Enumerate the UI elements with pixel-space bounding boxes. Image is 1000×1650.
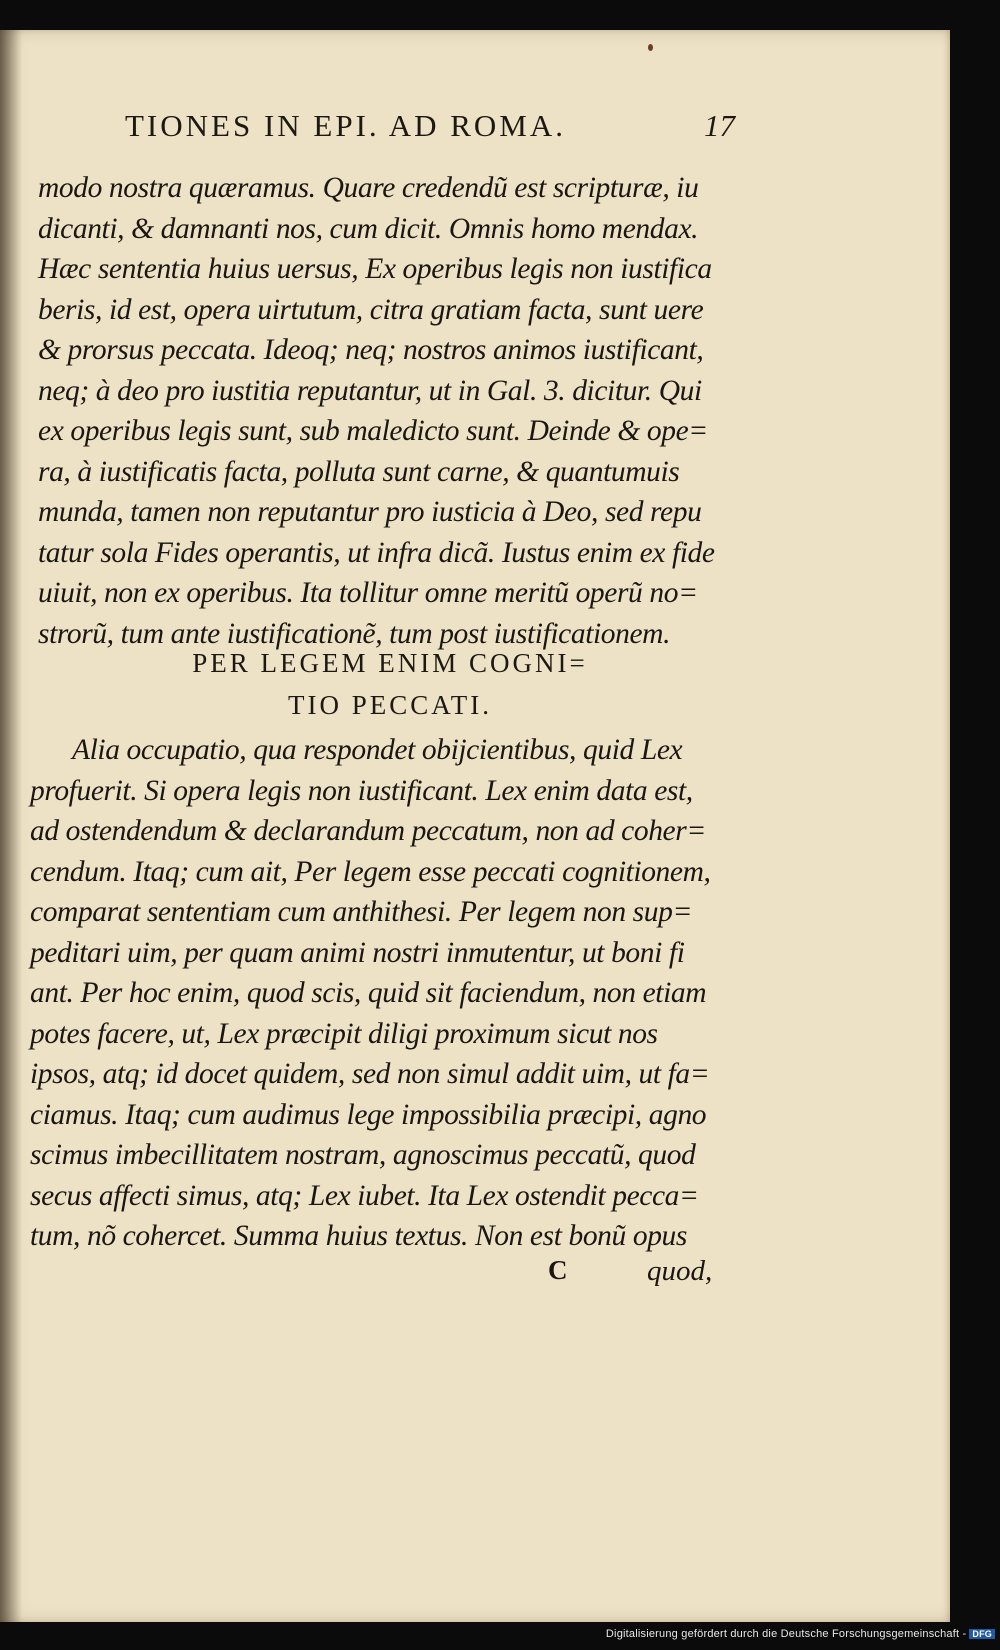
text-line: profuerit. Si opera legis non iustificant. Lex enim data est, (30, 774, 693, 807)
section-heading-line-1: PER LEGEM ENIM COGNI= (192, 648, 588, 678)
text-line: ant. Per hoc enim, quod scis, quid sit faciendum, non etiam (30, 977, 707, 1009)
running-head-title: TIONES IN EPI. AD ROMA. (125, 108, 566, 143)
text-line: neq; à deo pro iustitia reputantur, ut in Gal. 3. dicitur. Qui (38, 374, 702, 407)
text-line: munda, tamen non reputantur pro iusticia à Deo, sed repu (38, 496, 702, 528)
text-line: ipsos, atq; id docet quidem, sed non simul addit uim, ut fa= (30, 1058, 710, 1090)
catchword: quod, (647, 1255, 713, 1287)
text-line: uiuit, non ex operibus. Ita tollitur omne meritũ operũ no= (38, 577, 698, 609)
signature-mark: C (548, 1255, 568, 1285)
text-line: tatur sola Fides operantis, ut infra dicã. Iustus enim ex fide (38, 536, 715, 569)
catchline (30, 1255, 740, 1295)
text-line: beris, id est, opera uirtutum, citra gratiam facta, sunt uere (38, 293, 704, 326)
credit-text: Digitalisierung gefördert durch die Deutsche Forschungsgemeinschaft - (605, 1628, 967, 1640)
running-head (125, 108, 735, 144)
text-line: modo nostra quæramus. Quare credendũ est scripturæ, iu (38, 172, 699, 204)
text-line: Alia occupatio, qua respondet obijcientibus, quid Lex (72, 734, 683, 766)
ink-speck (648, 44, 653, 51)
paragraph-2 (30, 730, 740, 1257)
text-line: & prorsus peccata. Ideoq; neq; nostros animos iustificant, (38, 334, 704, 366)
text-line: potes facere, ut, Lex præcipit diligi proximum sicut nos (30, 1017, 658, 1050)
text-line: ad ostendendum & declarandum peccatum, non ad coher= (30, 815, 706, 847)
paragraph-1 (38, 168, 738, 654)
text-line: scimus imbecillitatem nostram, agnoscimus peccatũ, quod (30, 1139, 696, 1171)
gutter-shadow (0, 30, 22, 1622)
text-line: ra, à iustificatis facta, polluta sunt carne, & quantumuis (38, 455, 680, 488)
text-line: ex operibus legis sunt, sub maledicto sunt. Deinde & ope= (38, 415, 708, 447)
section-heading-line-2: TIO PECCATI. (288, 690, 492, 720)
page-number: 17 (704, 108, 735, 143)
dfg-logo: DFG (969, 1629, 995, 1639)
text-line: tum, nõ cohercet. Summa huius textus. Non est bonũ opus (30, 1220, 687, 1252)
text-line: strorũ, tum ante iustificationẽ, tum post iustificationem. (38, 617, 671, 650)
digitization-credit (0, 1628, 995, 1640)
text-line: Hæc sententia huius uersus, Ex operibus legis non iustifica (38, 253, 712, 285)
text-line: ciamus. Itaq; cum audimus lege impossibilia præcipi, agno (30, 1098, 707, 1131)
text-line: dicanti, & damnanti nos, cum dicit. Omnis homo mendax. (38, 212, 699, 245)
text-line: comparat sententiam cum anthithesi. Per legem non sup= (30, 896, 692, 928)
text-line: peditari uim, per quam animi nostri inmutentur, ut boni fi (30, 936, 685, 969)
text-line: secus affecti simus, atq; Lex iubet. Ita Lex ostendit pecca= (30, 1179, 699, 1212)
text-line: cendum. Itaq; cum ait, Per legem esse peccati cognitionem, (30, 855, 711, 888)
